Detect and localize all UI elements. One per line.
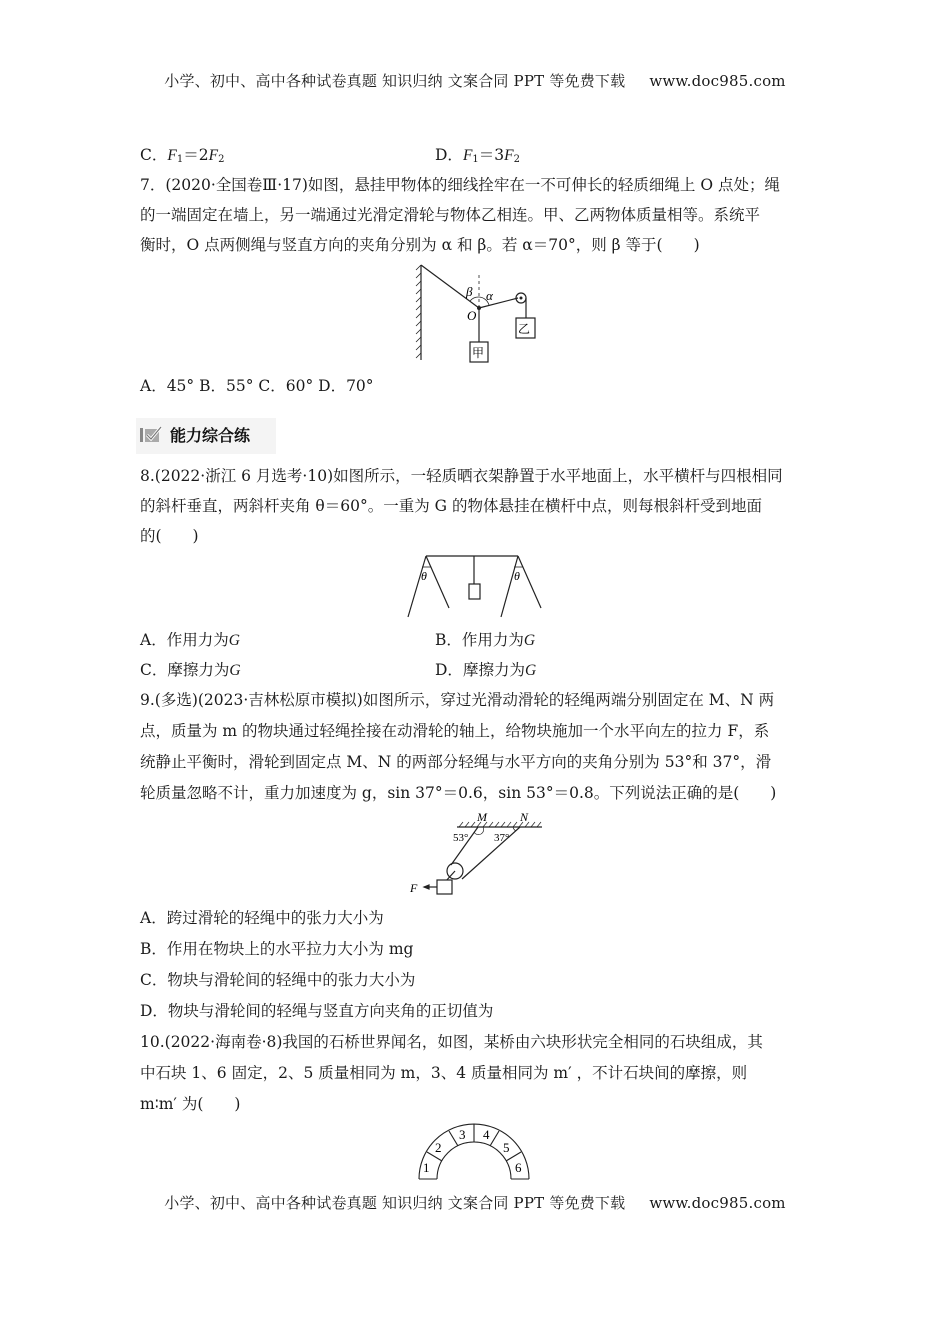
- q7-options: A．45° B．55° C．60° D．70°: [140, 377, 374, 395]
- q8-option-d: D．摩擦力为G: [435, 661, 537, 679]
- theta-right-label: θ: [514, 569, 520, 583]
- block-2-label: 2: [435, 1140, 442, 1155]
- block-5-label: 5: [503, 1140, 510, 1155]
- q8-line-1: 8.(2022·浙江 6 月选考·10)如图所示，一轻质晒衣架静置于水平地面上，水平横杆与四根相同: [140, 467, 783, 485]
- angle-37-label: 37°: [494, 832, 510, 844]
- block-6-label: 6: [515, 1160, 522, 1175]
- footer-url[interactable]: www.doc985.com: [649, 1194, 786, 1212]
- q9-option-a: A．跨过滑轮的轻绳中的张力大小为: [140, 909, 384, 927]
- point-o-label: O: [467, 308, 477, 323]
- point-m-label: M: [477, 810, 487, 824]
- q8-figure: [390, 545, 570, 625]
- q9-figure: [400, 805, 560, 900]
- block-1-label: 1: [423, 1160, 430, 1175]
- q7-line-1: 7．(2020·全国卷Ⅲ·17)如图，悬挂甲物体的细线拴牢在一不可伸长的轻质细绳上 O 点处；绳: [140, 176, 780, 194]
- block-3-label: 3: [459, 1127, 466, 1142]
- q10-line-1: 10.(2022·海南卷·8)我国的石桥世界闻名，如图，某桥由六块形状完全相同的石块组成，其: [140, 1033, 763, 1051]
- q10-figure: [400, 1115, 550, 1190]
- q9-line-1: 9.(多选)(2023·吉林松原市模拟)如图所示，穿过光滑动滑轮的轻绳两端分别固定在 M、N 两: [140, 691, 775, 709]
- q8-option-a: A．作用力为G: [140, 631, 240, 649]
- page-header: [0, 70, 950, 91]
- q8-option-b: B．作用力为G: [435, 631, 536, 649]
- q7-figure: [400, 260, 560, 370]
- angle-53-label: 53°: [453, 832, 469, 844]
- q8-option-c: C．摩擦力为G: [140, 661, 241, 679]
- footer-banner: 小学、初中、高中各种试卷真题 知识归纳 文案合同 PPT 等免费下载: [164, 1194, 626, 1212]
- mass-yi-label: 乙: [518, 322, 531, 336]
- mass-jia-label: 甲: [472, 346, 485, 360]
- header-url[interactable]: www.doc985.com: [649, 72, 786, 90]
- section-title: 能力综合练: [170, 426, 251, 445]
- theta-left-label: θ: [421, 569, 427, 583]
- beta-label: β: [466, 284, 473, 299]
- q9-option-b: B．作用在物块上的水平拉力大小为 mg: [140, 940, 414, 958]
- q8-line-2: 的斜杆垂直，两斜杆夹角 θ＝60°。一重为 G 的物体悬挂在横杆中点，则每根斜杆受到地面: [140, 497, 762, 515]
- page-footer: [0, 1192, 950, 1213]
- prev-option-d: D．$F_1=3F_2$: [435, 146, 520, 165]
- section-header: [136, 418, 276, 454]
- point-n-label: N: [520, 810, 529, 824]
- q7-line-3: 衡时，O 点两侧绳与竖直方向的夹角分别为 α 和 β。若 α＝70°，则 β 等于( ): [140, 236, 700, 254]
- q9-option-d: D．物块与滑轮间的轻绳与竖直方向夹角的正切值为: [140, 1002, 494, 1020]
- q9-line-4: 轮质量忽略不计，重力加速度为 g，sin 37°＝0.6，sin 53°＝0.8。下列说法正确的是( ): [140, 784, 777, 802]
- q10-line-2: 中石块 1、6 固定，2、5 质量相同为 m，3、4 质量相同为 m′ ，不计石块间的摩擦，则: [140, 1064, 748, 1082]
- checkbox-check-icon: [140, 426, 162, 444]
- q7-line-2: 的一端固定在墙上，另一端通过光滑定滑轮与物体乙相连。甲、乙两物体质量相等。系统平: [140, 206, 761, 224]
- block-4-label: 4: [483, 1127, 490, 1142]
- force-f-label: F: [410, 881, 418, 895]
- prev-option-c: C．$F_1=2F_2$: [140, 146, 225, 165]
- q9-option-c: C．物块与滑轮间的轻绳中的张力大小为: [140, 971, 416, 989]
- q8-line-3: 的( ): [140, 527, 199, 545]
- alpha-label: α: [486, 288, 493, 303]
- q9-line-3: 统静止平衡时，滑轮到固定点 M、N 的两部分轻绳与水平方向的夹角分别为 53°和 37°，滑: [140, 753, 772, 771]
- header-banner: 小学、初中、高中各种试卷真题 知识归纳 文案合同 PPT 等免费下载: [164, 72, 626, 90]
- q10-line-3: m∶m′ 为( ): [140, 1095, 241, 1113]
- q9-line-2: 点，质量为 m 的物块通过轻绳拴接在动滑轮的轴上，给物块施加一个水平向左的拉力 F，系: [140, 722, 770, 740]
